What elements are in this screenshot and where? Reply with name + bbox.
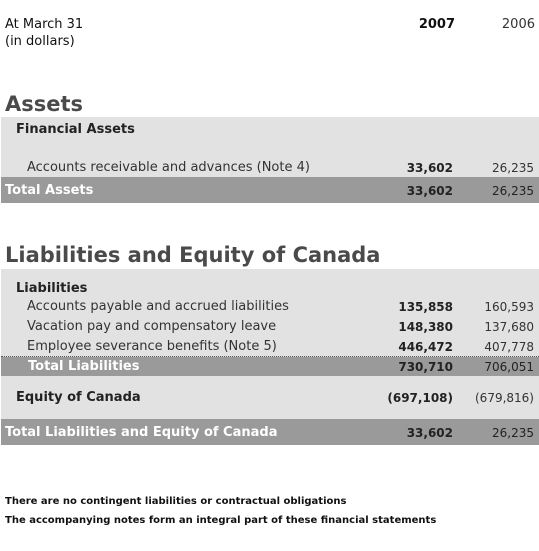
liabilities-subheading: Liabilities [16,281,88,296]
liability-row-value-2007: 135,858 [398,300,453,314]
assets-row-value-2006: 26,235 [492,161,534,175]
liability-row-value-2006: 137,680 [484,320,534,334]
liability-row-value-2006: 160,593 [484,300,534,314]
grand-total-value-2006: 26,235 [492,426,534,440]
accompanying-notes-note: The accompanying notes form an integral part of these financial statements [5,515,437,526]
liability-row-value-2007: 148,380 [398,320,453,334]
grand-total-value-2007: 33,602 [406,426,453,440]
liability-row-label: Accounts payable and accrued liabilities [27,299,289,314]
equity-value-2006: (679,816) [475,391,534,405]
assets-title: Assets [5,92,84,116]
assets-row-value-2007: 33,602 [406,161,453,175]
liabilities-equity-title: Liabilities and Equity of Canada [5,243,381,267]
equity-label: Equity of Canada [16,390,141,405]
total-assets-value-2007: 33,602 [406,184,453,198]
total-liabilities-value-2007: 730,710 [398,360,453,374]
liability-row-value-2006: 407,778 [484,340,534,354]
grand-total-label: Total Liabilities and Equity of Canada [5,425,278,440]
column-header-label [5,16,83,50]
financial-assets-subheading: Financial Assets [16,122,135,137]
liability-row-label: Employee severance benefits (Note 5) [27,339,277,354]
total-assets-label: Total Assets [5,183,94,198]
total-liabilities-label: Total Liabilities [28,359,140,374]
as-of-date: At March 31 [5,17,84,32]
total-liabilities-value-2006: 706,051 [484,360,534,374]
units-note: (in dollars) [5,34,75,49]
year-current-header: 2007 [418,17,455,32]
equity-value-2007: (697,108) [387,391,453,405]
liability-row-value-2007: 446,472 [398,340,453,354]
year-prior-header: 2006 [501,17,535,32]
liability-row-label: Vacation pay and compensatory leave [27,319,277,334]
assets-row-label: Accounts receivable and advances (Note 4) [27,160,310,175]
total-assets-value-2006: 26,235 [492,184,534,198]
contingent-liabilities-note: There are no contingent liabilities or contractual obligations [5,496,347,507]
